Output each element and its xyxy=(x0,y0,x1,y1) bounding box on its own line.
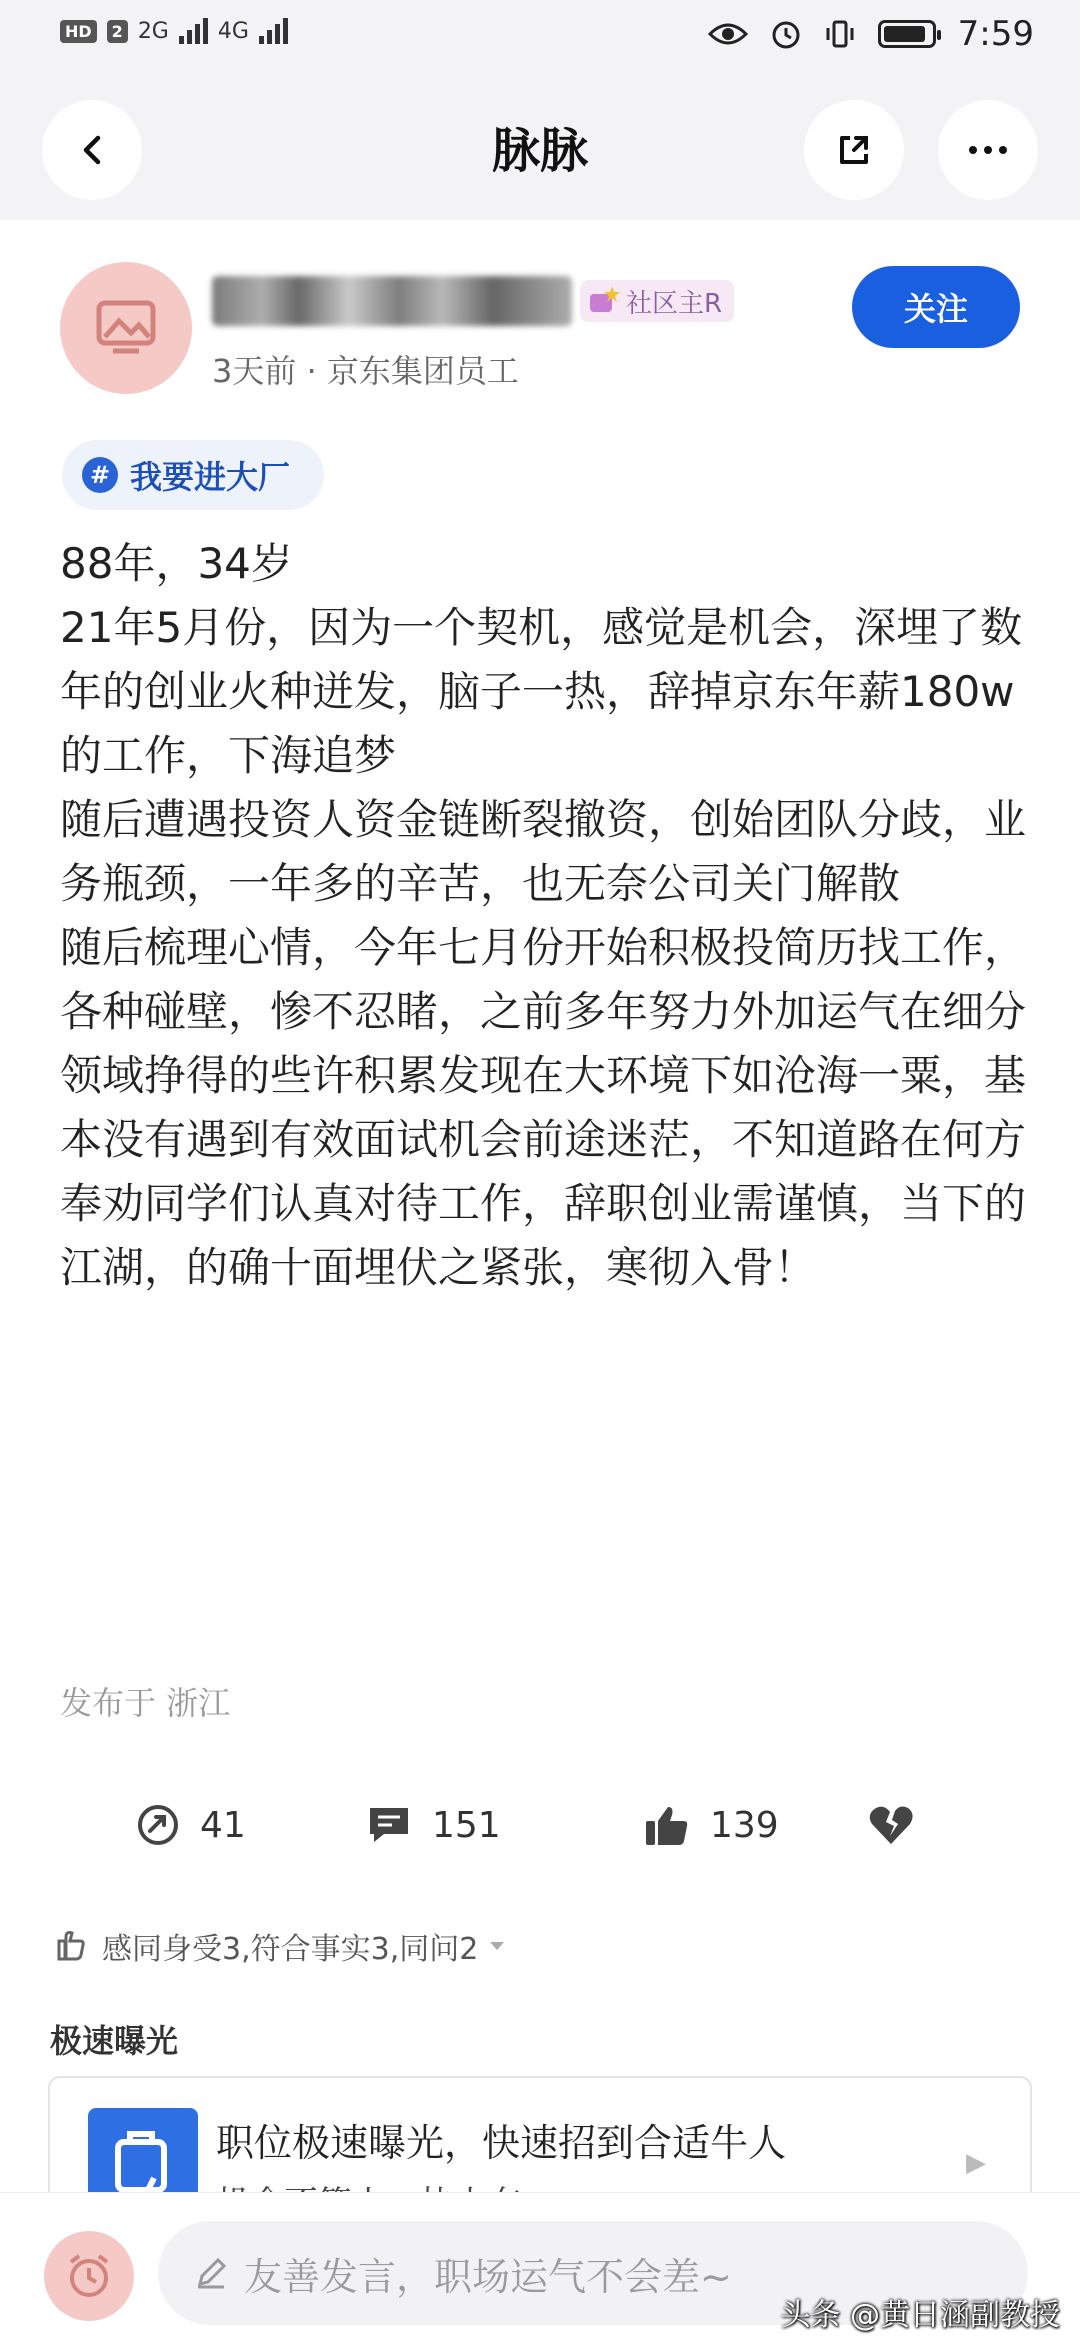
post-line: 随后梳理心情，今年七月份开始积极投简历找工作，各种碰壁，惨不忍睹，之前多年努力外加运气在细分领域挣得的些许积累发现在大环境下如沧海一粟，基本没有遇到有效面试机会前途迷茫，不知道路在何方 xyxy=(60,923,1027,1164)
sim-indicator: 2 xyxy=(107,20,128,43)
network-2g-label: 2G xyxy=(137,18,169,44)
signal-icon xyxy=(179,18,208,44)
post-line: 随后遭遇投资人资金链断裂撤资，创始团队分歧，业务瓶颈，一年多的辛苦，也无奈公司关门解散 xyxy=(60,795,1027,908)
more-button[interactable] xyxy=(938,100,1038,200)
status-bar xyxy=(0,0,1080,72)
pencil-icon xyxy=(194,2256,228,2290)
alarm-clock-avatar-icon xyxy=(63,2250,115,2302)
battery-fill xyxy=(884,26,925,42)
share-button[interactable] xyxy=(804,100,904,200)
share-arrow-icon xyxy=(136,1803,180,1847)
post-line: 88年，34岁 xyxy=(60,539,293,588)
comment-action[interactable] xyxy=(366,1790,501,1860)
thumbs-up-icon xyxy=(644,1803,690,1847)
page-title: 脉脉 xyxy=(491,123,588,179)
like-action[interactable] xyxy=(644,1790,779,1860)
post-meta: 3天前 · 京东集团员工 xyxy=(212,352,519,390)
reaction-summary-text: 感同身受3,符合事实3,同问2 xyxy=(102,1932,479,1967)
more-dots-icon xyxy=(968,145,1008,155)
clock: 7:59 xyxy=(957,14,1034,54)
author-name-redacted xyxy=(212,276,572,326)
dislike-action[interactable] xyxy=(868,1790,914,1860)
post-body xyxy=(60,532,1030,1300)
top-area xyxy=(0,0,1080,220)
post-location: 发布于 浙江 xyxy=(60,1684,231,1722)
topic-tag-label: 我要进大厂 xyxy=(130,458,291,496)
hd-indicator: HD xyxy=(60,20,97,43)
network-4g-label: 4G xyxy=(217,18,249,44)
promo-card-title: 职位极速曝光，快速招到合适牛人 xyxy=(216,2121,787,2165)
community-role-badge xyxy=(580,280,734,322)
status-left xyxy=(60,18,288,44)
default-avatar-icon xyxy=(91,293,161,363)
comment-icon xyxy=(366,1804,412,1846)
comment-placeholder: 友善发言，职场运气不会差~ xyxy=(244,2254,732,2299)
share-count: 41 xyxy=(200,1804,246,1846)
follow-button[interactable]: 关注 xyxy=(852,266,1020,348)
watermark: 头条 @黄日涵副教授 xyxy=(780,2298,1060,2333)
promo-section-title: 极速曝光 xyxy=(50,2022,179,2060)
status-right xyxy=(708,14,1034,54)
role-badge-label: 社区主R xyxy=(626,288,723,319)
post-line: 21年5月份，因为一个契机，感觉是机会，深埋了数年的创业火种迸发，脑子一热，辞掉京东年薪180w的工作，下海追梦 xyxy=(60,603,1023,780)
signal-icon-2 xyxy=(259,18,288,44)
like-count: 139 xyxy=(710,1804,779,1846)
share-external-icon xyxy=(834,130,874,170)
chevron-down-icon xyxy=(488,1940,506,1952)
vibrate-icon xyxy=(824,18,856,50)
my-avatar[interactable] xyxy=(44,2231,134,2321)
topic-tag[interactable] xyxy=(62,440,324,510)
reaction-summary[interactable] xyxy=(56,1924,506,1968)
author-avatar[interactable] xyxy=(60,262,192,394)
reaction-icon xyxy=(56,1929,92,1963)
post-line: 奉劝同学们认真对待工作，辞职创业需谨慎，当下的江湖，的确十面埋伏之紧张，寒彻入骨！ xyxy=(60,1179,1027,1292)
chevron-right-icon: ▶ xyxy=(966,2148,986,2178)
battery-icon xyxy=(878,20,936,48)
action-bar xyxy=(0,1790,1080,1860)
badge-star-icon xyxy=(586,284,620,318)
hash-icon: # xyxy=(82,457,118,493)
share-action[interactable] xyxy=(136,1790,246,1860)
alarm-icon xyxy=(770,18,802,50)
broken-heart-icon xyxy=(868,1804,914,1846)
eye-icon xyxy=(708,20,748,48)
comment-count: 151 xyxy=(432,1804,501,1846)
